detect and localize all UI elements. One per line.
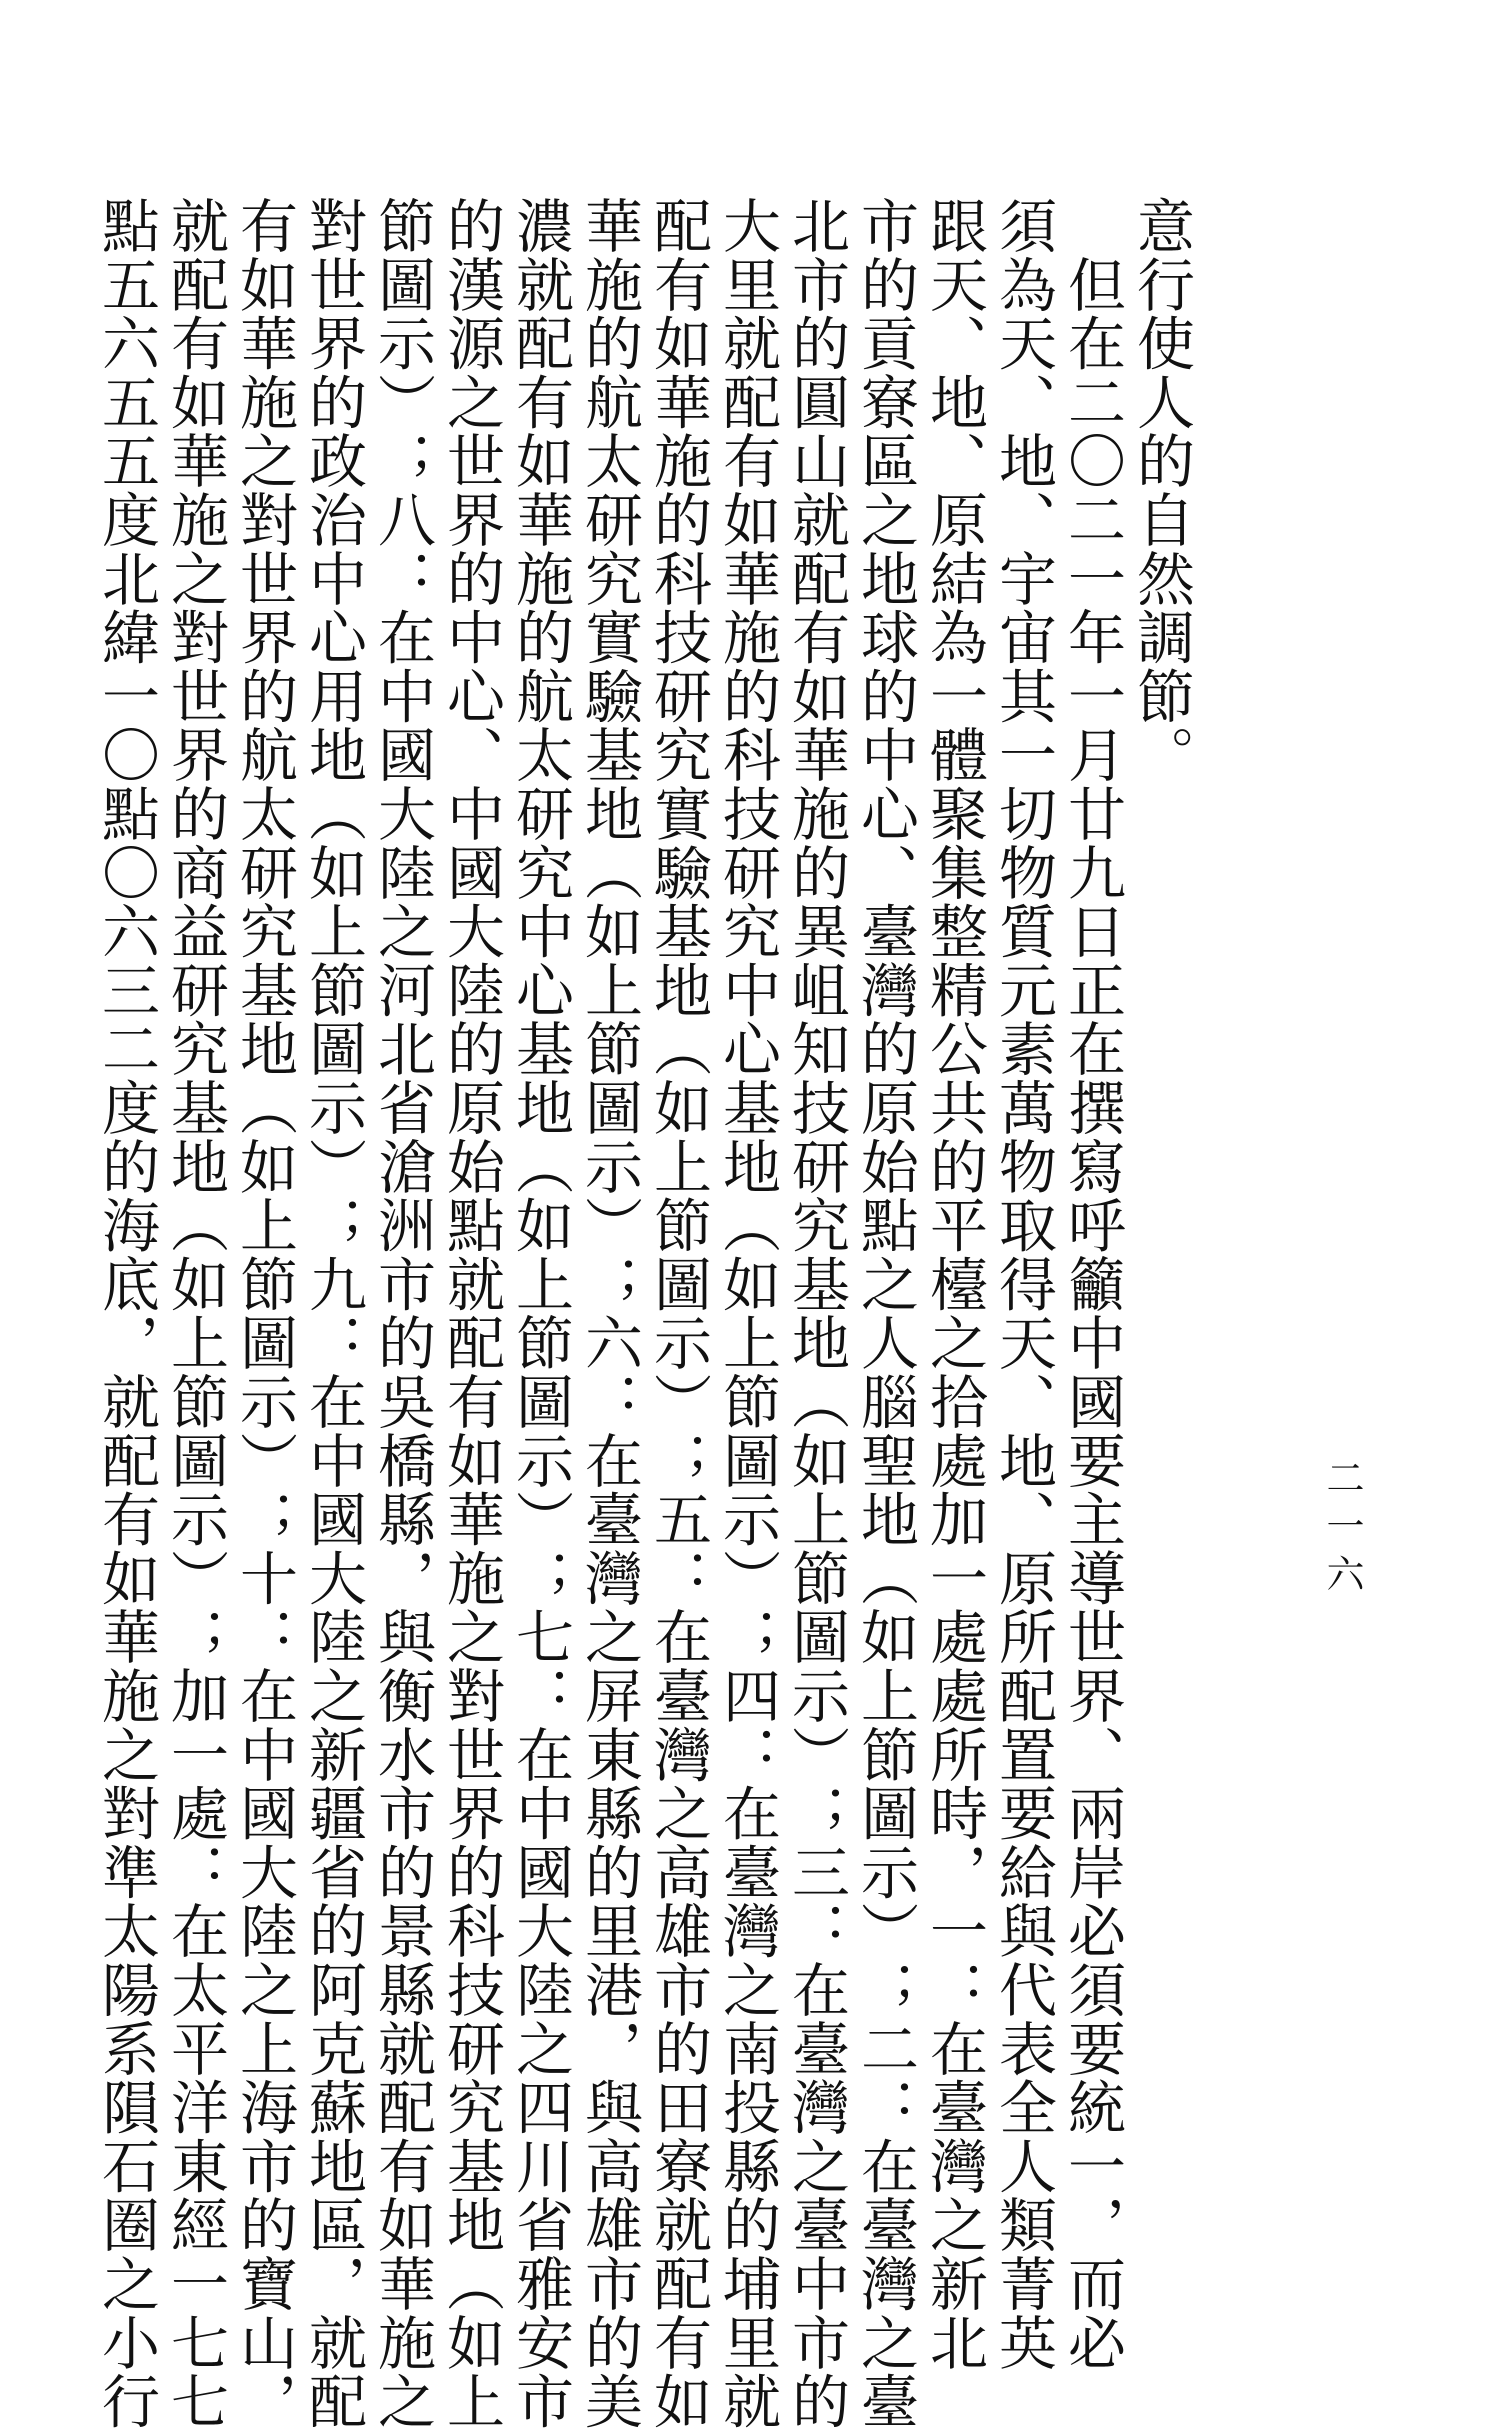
text-column: 節圖示）；八：在中國大陸之河北省滄洲市的吳橋縣，與衡水市的景縣就配有如華施之 [368, 196, 436, 2430]
text-column: 點五六五五度北緯一〇點〇六三二度的海底，就配有如華施之對準太陽系隕石圈之小行 [92, 196, 160, 2430]
text-column: 濃就配有如華施的航太研究中心基地（如上節圖示）；七：在中國大陸之四川省雅安市 [506, 196, 574, 2430]
text-column: 配有如華施的科技研究實驗基地（如上節圖示）；五：在臺灣之高雄市的田寮就配有如 [644, 196, 712, 2430]
text-column: 大里就配有如華施的科技研究中心基地（如上節圖示）；四：在臺灣之南投縣的埔里就 [713, 196, 781, 2430]
text-column: 對世界的政治中心用地（如上節圖示）；九：在中國大陸之新疆省的阿克蘇地區，就配 [299, 196, 367, 2430]
text-column: 市的貢寮區之地球的中心、臺灣的原始點之人腦聖地（如上節圖示）；二：在臺灣之臺 [851, 196, 919, 2430]
text-column: 跟天、地、原結為一體聚集整精公共的平檯之拾處加一處處所時，一：在臺灣之新北 [920, 196, 988, 2372]
text-column: 但在二〇二一年一月廿九日正在撰寫呼籲中國要主導世界、兩岸必須要統一，而必 [1058, 196, 1126, 2372]
body-text [91, 196, 1195, 2430]
page-number: 二一六 [1320, 1458, 1364, 1602]
text-column: 須為天、地、宇宙其一切物質元素萬物取得天、地、原所配置要給與代表全人類菁英 [989, 196, 1057, 2372]
text-column: 北市的圓山就配有如華施的異岨知技研究基地（如上節圖示）；三：在臺灣之臺中市的 [782, 196, 850, 2430]
text-column: 的漢源之世界的中心、中國大陸的原始點就配有如華施之對世界的科技研究基地（如上 [437, 196, 505, 2430]
text-column: 意行使人的自然調節。 [1127, 196, 1195, 784]
text-column: 就配有如華施之對世界的商益研究基地（如上節圖示）；加一處：在太平洋東經一七七 [161, 196, 229, 2430]
text-column: 有如華施之對世界的航太研究基地（如上節圖示）；十：在中國大陸之上海市的寶山， [230, 196, 298, 2430]
text-column: 華施的航太研究實驗基地（如上節圖示）；六：在臺灣之屏東縣的里港，與高雄市的美 [575, 196, 643, 2430]
